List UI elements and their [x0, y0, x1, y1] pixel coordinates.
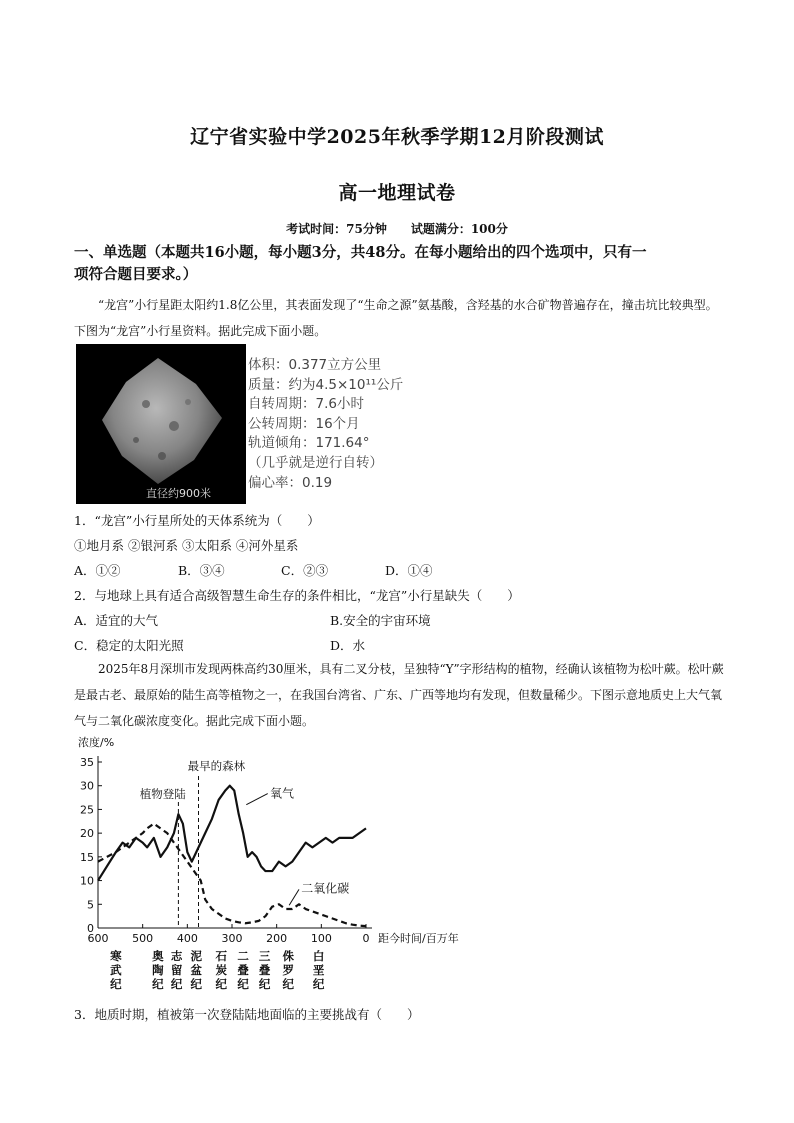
period-label: 奥 [152, 949, 164, 963]
x-tick-label: 400 [176, 932, 198, 945]
event-annotation: 最早的森林 [187, 759, 246, 773]
q2-stem: 2．与地球上具有适合高级智慧生命生存的条件相比，“龙宫”小行星缺失（ ） [74, 588, 520, 603]
series-leader-line [289, 889, 299, 905]
period-label: 叠 [258, 963, 271, 977]
q3-stem: 3．地质时期，植被第一次登陆陆地面临的主要挑战有（ ） [74, 1007, 420, 1022]
q2-option-c: C．稳定的太阳光照 [74, 638, 184, 653]
info-eccentricity: 偏心率：0.19 [248, 474, 333, 491]
period-label: 叠 [237, 963, 249, 977]
section-heading-line1: 一、单选题（本题共16小题，每小题3分，共48分。在每小题给出的四个选项中，只有一 [74, 244, 647, 261]
series-line [98, 786, 366, 881]
period-label: 纪 [237, 977, 249, 991]
section-heading-line2: 项符合题目要求。） [74, 266, 198, 283]
asteroid-info [248, 356, 403, 493]
period-label: 侏 [282, 949, 295, 963]
x-tick-label: 500 [132, 932, 154, 945]
period-label: 白 [312, 949, 325, 963]
y-tick-label: 15 [80, 850, 94, 864]
paper-title: 高一地理试卷 [338, 182, 456, 204]
period-label: 石 [215, 949, 228, 963]
period-label: 留 [170, 963, 183, 977]
info-mass: 质量：约为4.5×10¹¹公斤 [248, 376, 404, 393]
x-tick-label: 300 [221, 932, 243, 945]
period-label: 纪 [282, 977, 295, 991]
period-label: 三 [258, 949, 271, 963]
period-label: 纪 [190, 977, 203, 991]
y-tick-label: 0 [87, 922, 94, 935]
y-tick-label: 30 [80, 779, 94, 793]
info-rotation: 自转周期：7.6小时 [248, 396, 364, 413]
period-label: 罗 [282, 963, 295, 977]
series-label: 氧气 [269, 786, 294, 801]
series-leader-line [246, 794, 267, 805]
period-label: 纪 [110, 977, 122, 991]
period-label: 纪 [215, 977, 228, 991]
asteroid-photo [76, 344, 246, 504]
school-title: 辽宁省实验中学2025年秋季学期12月阶段测试 [190, 126, 604, 148]
info-retrograde-note: （几乎就是逆行自转） [248, 454, 383, 471]
passage-2: 2025年8月深圳市发现两株高约30厘米，具有二叉分枝，呈独特“Y”字形结构的植物，经确认该植物为松叶蕨。松叶蕨是最古老、最原始的陆生高等植物之一，在我国台湾省、广东、广西等地均有发现，但数量稀少。下图示意地质史上大气氧气与二氧化碳浓度变化。据此完成下面小题。 [74, 662, 724, 728]
period-label: 寒 [110, 949, 122, 963]
y-tick-label: 25 [80, 803, 94, 817]
period-label: 二 [237, 949, 249, 963]
period-label: 垩 [312, 963, 325, 977]
section-heading [74, 242, 734, 286]
q2-option-a: A．适宜的大气 [74, 613, 159, 628]
x-tick-label: 600 [87, 932, 109, 945]
period-label: 纪 [170, 977, 183, 991]
q1-items: ①地月系 ②银河系 ③太阳系 ④河外星系 [74, 538, 299, 553]
period-label: 纪 [152, 977, 164, 991]
q1-option-b: B．③④ [178, 563, 225, 578]
x-tick-label: 200 [266, 932, 288, 945]
exam-info: 考试时间：75分钟 试题满分：100分 [286, 222, 508, 236]
period-label: 志 [170, 949, 183, 963]
info-volume: 体积：0.377立方公里 [248, 357, 382, 373]
info-inclination: 轨道倾角：171.64° [248, 435, 370, 452]
event-annotation: 植物登陆 [139, 787, 186, 801]
y-tick-label: 10 [80, 874, 94, 888]
photo-caption: 直径约900米 [146, 487, 211, 500]
period-label: 纪 [312, 977, 325, 991]
q1-option-c: C．②③ [281, 563, 329, 578]
period-label: 陶 [152, 963, 164, 977]
period-label: 泥 [190, 949, 203, 963]
chart-xlabel: 距今时间/百万年 [378, 932, 459, 945]
period-label: 炭 [215, 963, 228, 977]
x-tick-label: 0 [362, 932, 370, 945]
period-label: 纪 [258, 977, 271, 991]
x-tick-label: 100 [310, 932, 332, 945]
asteroid-image [76, 344, 246, 504]
q1-stem: 1．“龙宫”小行星所处的天体系统为（ ） [74, 513, 320, 528]
q2-option-b: B.安全的宇宙环境 [330, 613, 431, 628]
q2-option-d: D．水 [330, 638, 366, 653]
series-label: 二氧化碳 [301, 881, 350, 896]
q1-option-a: A．①② [74, 563, 121, 578]
period-label: 盆 [190, 963, 203, 977]
period-label: 武 [110, 963, 122, 977]
passage-1: “龙宫”小行星距太阳约1.8亿公里，其表面发现了“生命之源”氨基酸，含羟基的水合矿物普遍存在，撞击坑比较典型。下图为“龙宫”小行星资料。据此完成下面小题。 [74, 298, 718, 338]
y-tick-label: 35 [80, 756, 94, 769]
q1-option-d: D．①④ [385, 563, 433, 578]
gas-concentration-chart [74, 734, 504, 1004]
y-tick-label: 5 [87, 898, 94, 912]
info-revolution: 公转周期：16个月 [248, 415, 360, 432]
chart-ylabel: 浓度/% [78, 736, 115, 749]
y-tick-label: 20 [80, 827, 94, 841]
